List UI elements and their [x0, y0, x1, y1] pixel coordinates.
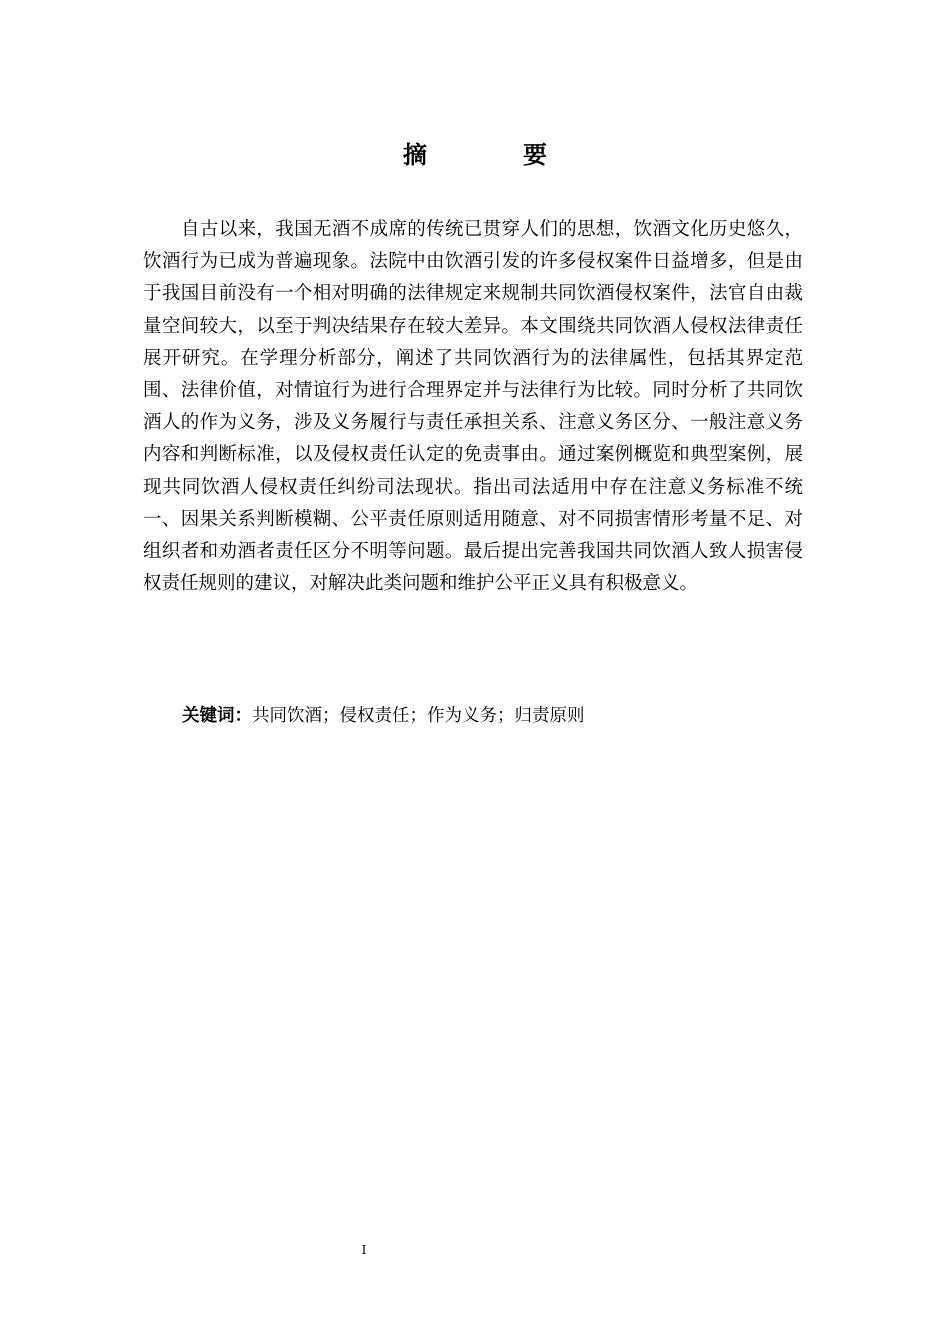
keywords-line [182, 702, 585, 730]
page-number: I [361, 1243, 367, 1257]
abstract-body: 自古以来，我国无酒不成席的传统已贯穿人们的思想，饮酒文化历史悠久，饮酒行为已成为普遍现象。法院中由饮酒引发的许多侵权案件日益增多，但是由于我国目前没有一个相对明确的法律规定来规制共同饮酒侵权案件，法官自由裁量空间较大，以至于判决结果存在较大差异。本文围绕共同饮酒人侵权法律责任展开研究。在学理分析部分，阐述了共同饮酒行为的法律属性，包括其界定范围、法律价值，对情谊行为进行合理界定并与法律行为比较。同时分析了共同饮酒人的作为义务，涉及义务履行与责任承担关系、注意义务区分、一般注意义务内容和判断标准，以及侵权责任认定的免责事由。通过案例概览和典型案例，展现共同饮酒人侵权责任纠纷司法现状。指出司法适用中存在注意义务标准不统一、因果关系判断模糊、公平责任原则适用随意、对不同损害情形考量不足、对组织者和劝酒者责任区分不明等问题。最后提出完善我国共同饮酒人致人损害侵权责任规则的建议，对解决此类问题和维护公平正义具有积极意义。 [143, 219, 803, 595]
keywords-label: 关键词： [182, 706, 252, 726]
keywords-text: 共同饮酒；侵权责任；作为义务；归责原则 [252, 706, 585, 726]
abstract-title: 摘 要 [403, 141, 583, 169]
